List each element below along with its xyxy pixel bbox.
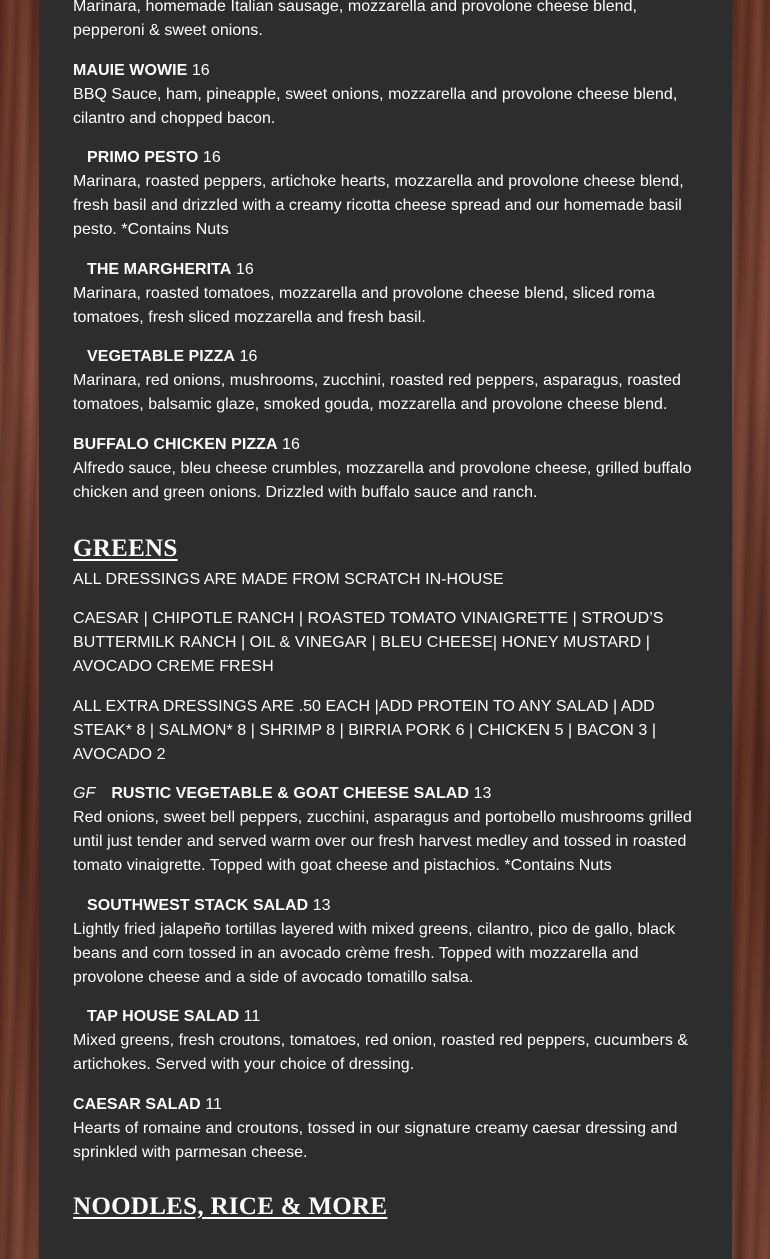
item-price: 16	[282, 435, 301, 453]
dressings-note: ALL DRESSINGS ARE MADE FROM SCRATCH IN-HOUSE	[73, 570, 504, 588]
gluten-free-tag: GF	[73, 785, 96, 802]
item-header	[73, 782, 698, 806]
item-description: Marinara, red onions, mushrooms, zucchini, roasted red peppers, asparagus, roasted tomatoes, balsamic glaze, smoked gouda, mozzarella and provolone cheese blend.	[73, 372, 681, 413]
menu-panel	[39, 0, 732, 1259]
menu-item-southwest-stack-salad	[73, 894, 698, 990]
greens-dressings	[73, 607, 698, 679]
section-heading-greens: GREENS	[73, 534, 178, 562]
item-price: 16	[239, 348, 258, 365]
greens-note	[73, 568, 698, 592]
item-header	[73, 894, 698, 918]
item-header	[73, 1093, 698, 1117]
item-header	[73, 258, 698, 282]
item-header	[73, 59, 698, 83]
menu-item-buffalo-chicken-pizza	[73, 433, 698, 505]
item-price: 11	[205, 1095, 222, 1113]
item-header	[73, 146, 698, 170]
item-description: Marinara, roasted peppers, artichoke hearts, mozzarella and provolone cheese blend, fresh basil and drizzled with a creamy ricotta cheese spread and our homemade basil pesto. *Contains Nuts	[73, 173, 684, 238]
item-name: RUSTIC VEGETABLE & GOAT CHEESE SALAD	[111, 785, 470, 802]
item-description: Red onions, sweet bell peppers, zucchini, asparagus and portobello mushrooms grilled until just tender and served warm over our fresh harvest medley and tossed in roasted tomato vinaigrette. Topped with goat cheese and pistachios. *Contains Nuts	[73, 809, 692, 874]
item-description: Hearts of romaine and croutons, tossed in our signature creamy caesar dressing and sprinkled with parmesan cheese.	[73, 1119, 678, 1161]
dressings-list: CAESAR | CHIPOTLE RANCH | ROASTED TOMATO VINAIGRETTE | STROUD’S BUTTERMILK RANCH | OIL & VINEGAR | BLEU CHEESE| HONEY MUSTARD | AVOCADO CREME FRESH	[73, 610, 664, 675]
item-name: THE MARGHERITA	[87, 260, 232, 278]
item-name: SOUTHWEST STACK SALAD	[87, 896, 309, 914]
item-description: BBQ Sauce, ham, pineapple, sweet onions, mozzarella and provolone cheese blend, cilantro and chopped bacon.	[73, 85, 678, 127]
menu-item-caesar-salad	[73, 1093, 698, 1165]
item-price: 13	[312, 896, 331, 914]
item-header	[73, 1005, 698, 1029]
item-price: 16	[202, 149, 221, 166]
item-price: 13	[473, 785, 492, 802]
item-description: Lightly fried jalapeño tortillas layered with mixed greens, cilantro, pico de gallo, black beans and corn tossed in an avocado crème fresh. Topped with mozzarella and provolone cheese and a side of avocado tomatillo salsa.	[73, 920, 676, 986]
section-heading-noodles: NOODLES, RICE & MORE	[73, 1192, 388, 1220]
item-header	[73, 433, 698, 457]
item-description: Mixed greens, fresh croutons, tomatoes, red onion, roasted red peppers, cucumbers & artichokes. Served with your choice of dressing.	[73, 1032, 689, 1073]
item-price: 11	[243, 1008, 261, 1025]
item-name: MAUIE WOWIE	[73, 61, 188, 79]
menu-item-mauie-wowie	[73, 59, 698, 131]
extras-list: ALL EXTRA DRESSINGS ARE .50 EACH |ADD PROTEIN TO ANY SALAD | ADD STEAK* 8 | SALMON* 8 | SHRIMP 8 | BIRRIA PORK 6 | CHICKEN 5 | BACON 3 | AVOCADO 2	[73, 697, 657, 763]
item-description: Alfredo sauce, bleu cheese crumbles, mozzarella and provolone cheese, grilled buffalo chicken and green onions. Drizzled with buffalo sauce and ranch.	[73, 459, 692, 501]
menu-item-tap-house-salad	[73, 1005, 698, 1077]
item-description: Marinara, roasted tomatoes, mozzarella and provolone cheese blend, sliced roma tomatoes, fresh sliced mozzarella and fresh basil.	[73, 284, 655, 326]
item-price: 16	[235, 260, 254, 278]
menu-item-vegetable-pizza	[73, 345, 698, 417]
item-name: CAESAR SALAD	[73, 1095, 201, 1113]
menu-item-partial	[73, 0, 698, 43]
menu-item-margherita	[73, 258, 698, 330]
menu-item-primo-pesto	[73, 146, 698, 242]
item-name: VEGETABLE PIZZA	[87, 348, 236, 365]
menu-content	[73, 0, 698, 1222]
greens-extras	[73, 695, 698, 767]
item-name: BUFFALO CHICKEN PIZZA	[73, 435, 278, 453]
menu-item-rustic-vegetable-salad	[73, 782, 698, 878]
item-header	[73, 345, 698, 369]
item-description: Marinara, homemade Italian sausage, mozzarella and provolone cheese blend, pepperoni & sweet onions.	[73, 0, 638, 39]
item-name: PRIMO PESTO	[87, 149, 199, 166]
item-name: TAP HOUSE SALAD	[87, 1008, 240, 1025]
item-price: 16	[191, 61, 210, 79]
